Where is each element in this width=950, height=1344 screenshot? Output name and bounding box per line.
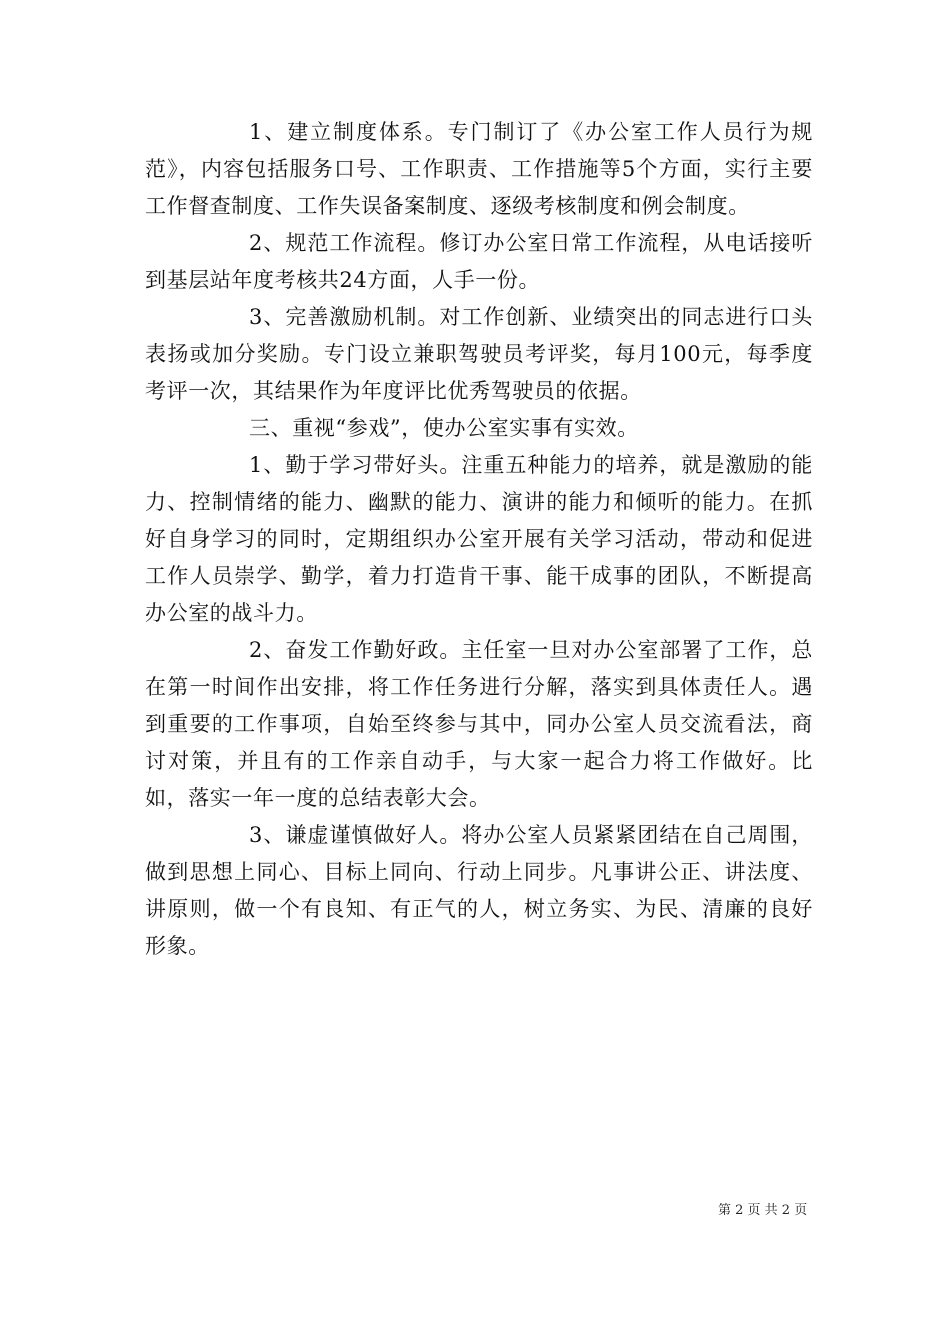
section-heading-3: 三、重视“参戏”，使办公室实事有实效。 xyxy=(249,416,639,440)
document-body xyxy=(145,114,813,965)
paragraph-6: 3、谦虚谨慎做好人。将办公室人员紧紧团结在自己周围，做到思想上同心、目标上同向、行动上同步。凡事讲公正、讲法度、讲原则，做一个有良知、有正气的人，树立务实、为民、清廉的良好形象。 xyxy=(145,823,813,958)
paragraph-3: 3、完善激励机制。对工作创新、业绩突出的同志进行口头表扬或加分奖励。专门设立兼职驾驶员考评奖，每月100元，每季度考评一次，其结果作为年度评比优秀驾驶员的依据。 xyxy=(145,305,813,403)
paragraph-5: 2、奋发工作勤好政。主任室一旦对办公室部署了工作，总在第一时间作出安排，将工作任务进行分解，落实到具体责任人。遇到重要的工作事项，自始至终参与其中，同办公室人员交流看法，商讨对策，并且有的工作亲自动手，与大家一起合力将工作做好。比如，落实一年一度的总结表彰大会。 xyxy=(145,638,813,810)
paragraph-4: 1、勤于学习带好头。注重五种能力的培养，就是激励的能力、控制情绪的能力、幽默的能力、演讲的能力和倾听的能力。在抓好自身学习的同时，定期组织办公室开展有关学习活动，带动和促进工作人员崇学、勤学，着力打造肯干事、能干成事的团队，不断提高办公室的战斗力。 xyxy=(145,453,813,625)
paragraph-1: 1、建立制度体系。专门制订了《办公室工作人员行为规范》，内容包括服务口号、工作职责、工作措施等5个方面，实行主要工作督查制度、工作失误备案制度、逐级考核制度和例会制度。 xyxy=(145,120,813,218)
paragraph-2: 2、规范工作流程。修订办公室日常工作流程，从电话接听到基层站年度考核共24方面，人手一份。 xyxy=(145,231,813,292)
page-number-footer: 第 2 页 共 2 页 xyxy=(718,1203,808,1218)
